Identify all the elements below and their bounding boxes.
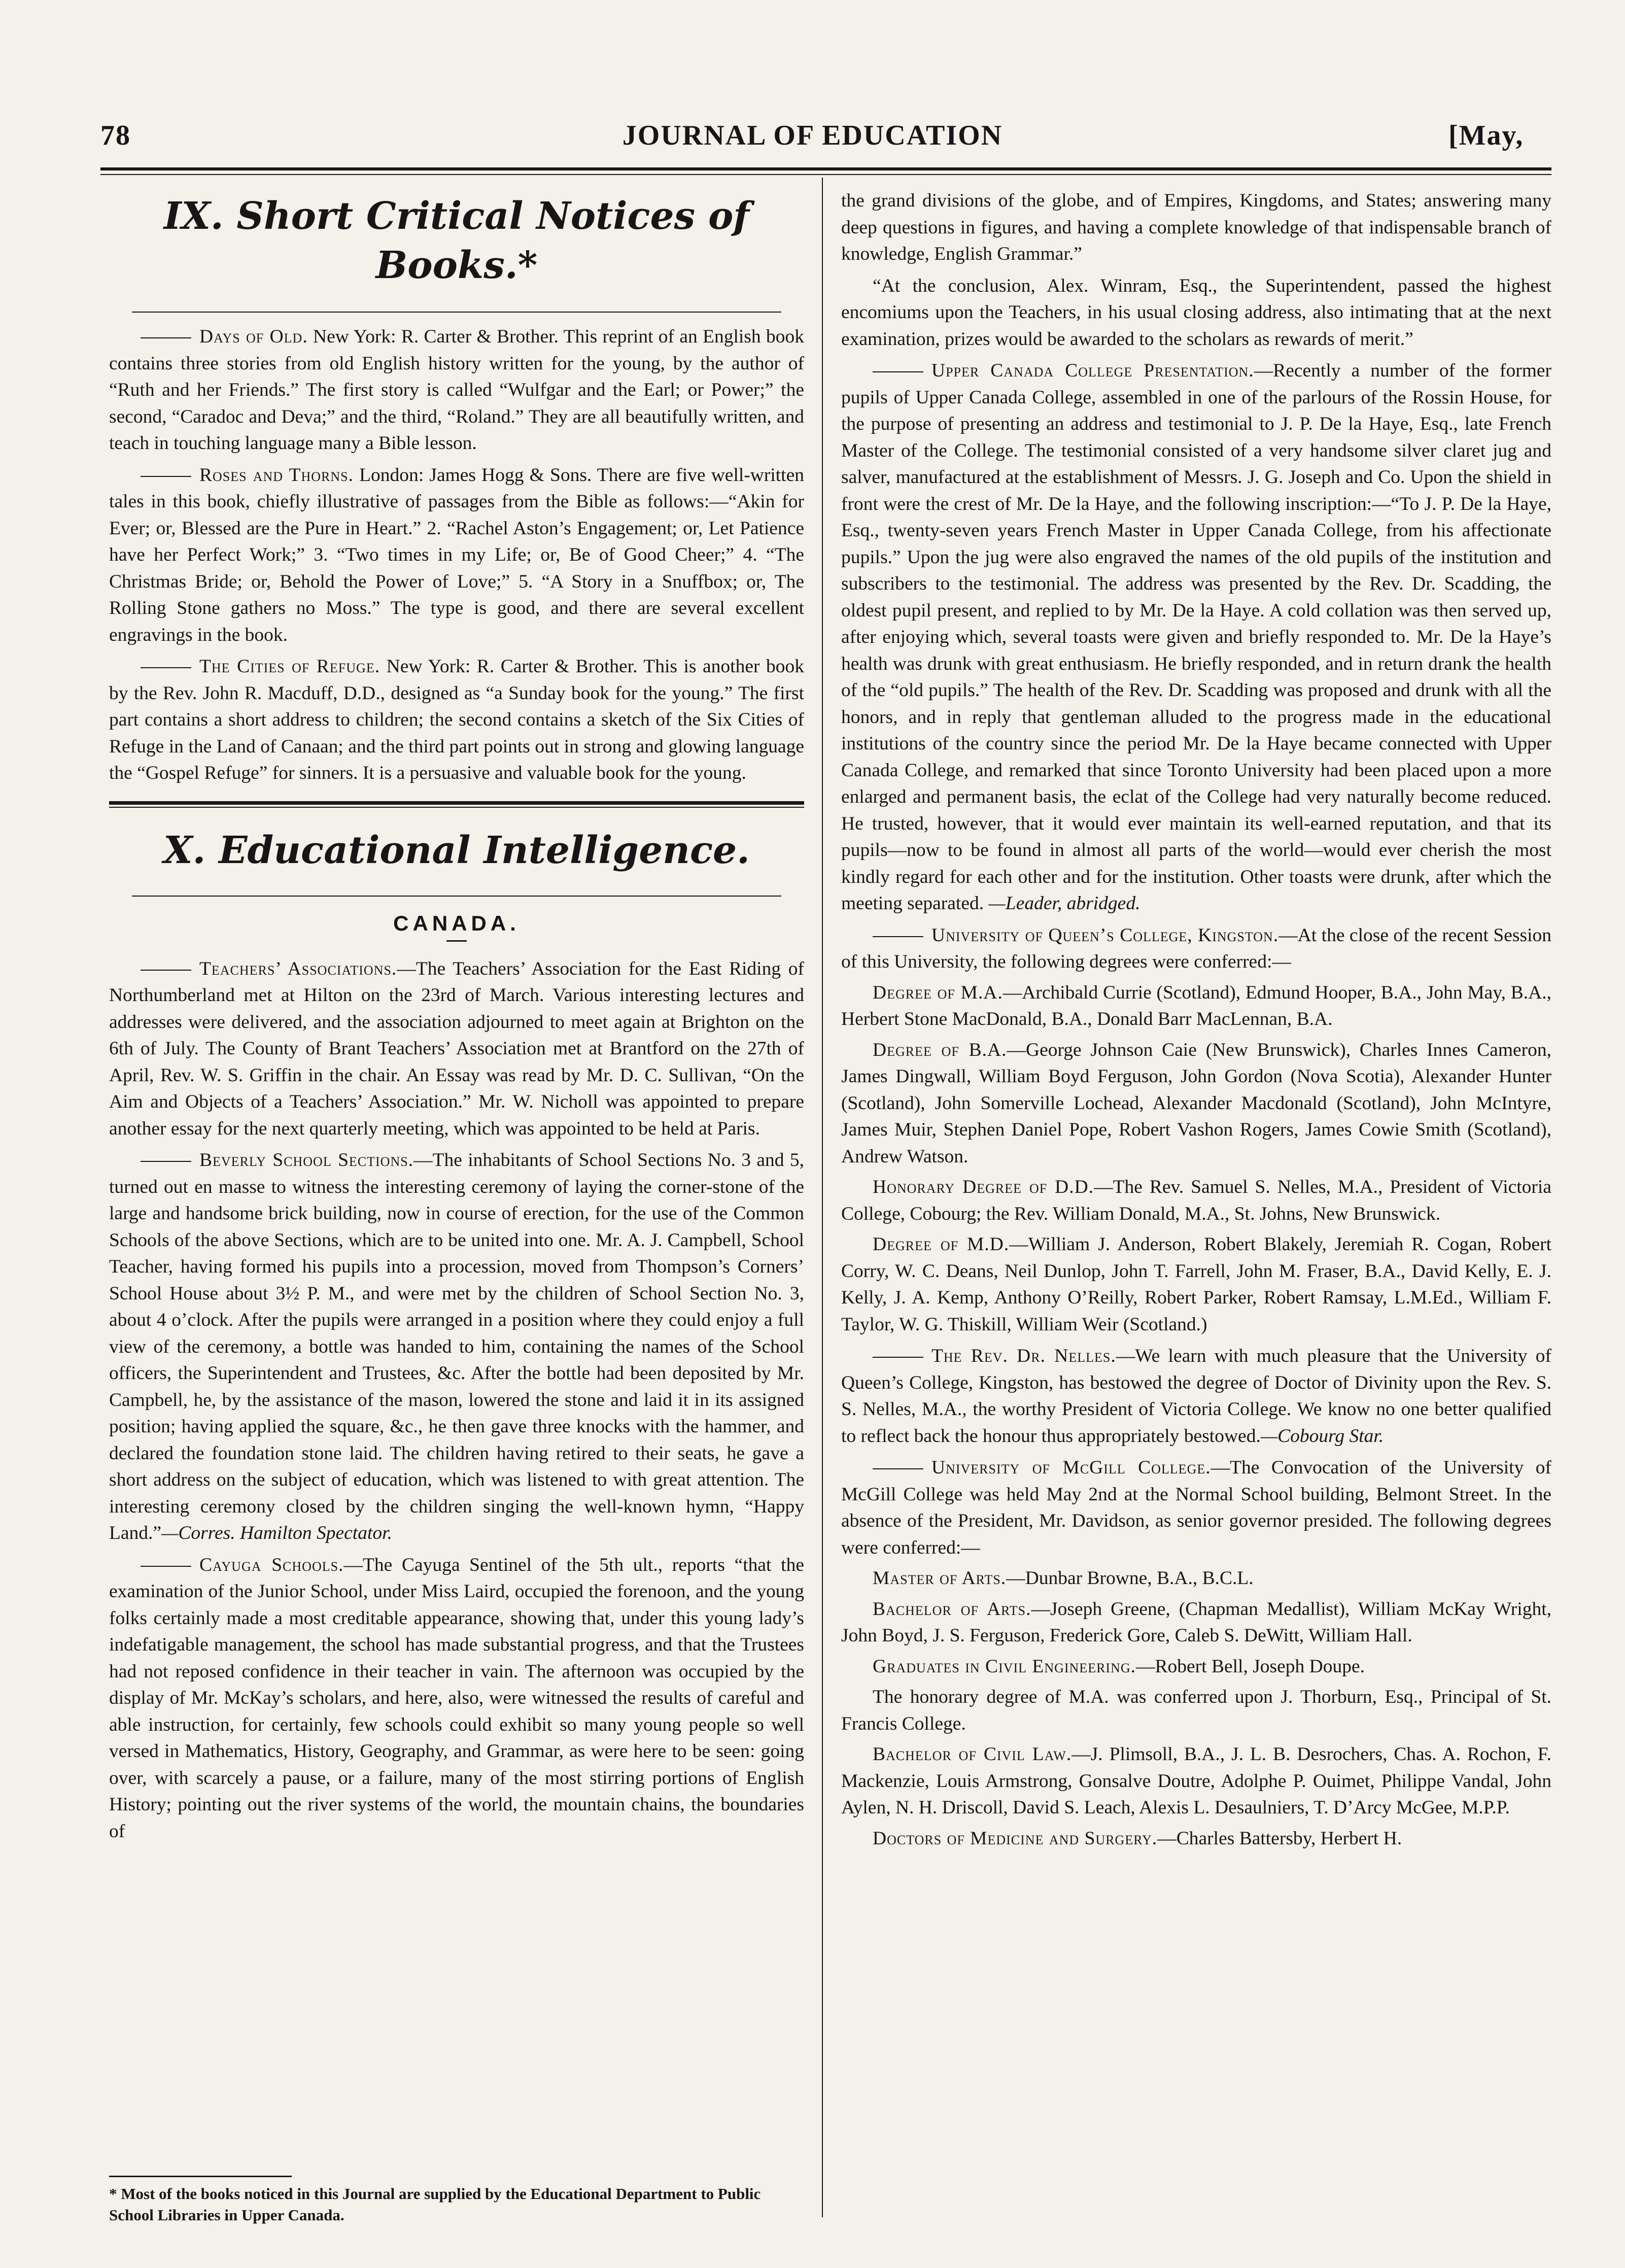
source-cobourg-star: —Cobourg Star.	[1260, 1425, 1384, 1447]
degree-ma: Degree of M.A.—Archibald Currie (Scotland), Edmund Hooper, B.A., John May, B.A., Herbert Stone MacDonald, B.A., Donald Barr MacLennan, B.A.	[841, 982, 1551, 1029]
degree-dd: Honorary Degree of D.D.—The Rev. Samuel S. Nelles, M.A., President of Victoria College, Cobourg; the Rev. William Donald, M.A., St. Johns, New Brunswick.	[841, 1177, 1551, 1224]
source-leader: —Leader, abridged.	[988, 893, 1140, 914]
header-rule-thin	[100, 174, 1551, 175]
section-x-rule	[132, 896, 781, 897]
cayuga-continued: the grand divisions of the globe, and of Empires, Kingdoms, and States; answering many deep questions in figures, and having a complete knowledge of that indispensable branch of knowledge, English Grammar.”	[841, 190, 1551, 264]
notice-days-of-old: Days of Old. New York: R. Carter & Brother. This reprint of an English book contains three stories from old English history written for the young, by the author of “Ruth and her Friends.” The first story is called “Wulfgar and the Earl; or Power;” the second, “Caradoc and Deva;” and the third, “Roland.” They are all beautifully written, and teach in touching language many a Bible lesson.	[109, 326, 804, 454]
right-column	[841, 188, 1551, 1852]
canada-underline	[446, 940, 467, 942]
cayuga-conclusion: “At the conclusion, Alex. Winram, Esq., the Superintendent, passed the highest encomiums upon the Teachers, in his usual closing address, also intimating that at the next examination, prizes would be awarded to the scholars as rewards of merit.”	[841, 275, 1551, 350]
degree-md: Degree of M.D.—William J. Anderson, Robert Blakely, Jeremiah R. Cogan, Robert Corry, W. C. Deans, Neil Dunlop, John T. Farrell, John M. Fraser, B.A., David Kelly, E. J. Kelly, J. A. Kemp, Anthony O’Reilly, Robert Parker, Robert Ramsay, L.M.Ed., William F. Taylor, W. G. Thiskill, William Weir (Scotland.)	[841, 1234, 1551, 1335]
degree-civil-engineering: Graduates in Civil Engineering.—Robert Bell, Joseph Doupe.	[873, 1656, 1365, 1677]
page-number: 78	[100, 120, 131, 151]
degree-ba: Degree of B.A.—George Johnson Caie (New Brunswick), Charles Innes Cameron, James Dingwall, William Boyd Ferguson, John Gordon (Nova Scotia), Alexander Hunter (Scotland), John Somerville Lochead, Alexander Macdonald (Scotland), John McIntyre, James Muir, Stephen Daniel Pope, Robert Vashon Rogers, James Cowie Smith (Scotland), Andrew Watson.	[841, 1039, 1551, 1167]
left-column	[109, 188, 804, 1845]
running-month: [May,	[1448, 120, 1524, 151]
item-queens-college: University of Queen’s College, Kingston.—At the close of the recent Session of this University, the following degrees were conferred:—	[841, 924, 1551, 972]
item-rev-dr-nelles: The Rev. Dr. Nelles.—We learn with much pleasure that the University of Queen’s College, Kingston, has bestowed the degree of Doctor of Divinity upon the Rev. S. S. Nelles, M.A., the worthy President of Victoria College. We know no one better qualified to reflect back the honour thus appropriately bestowed.—Cobourg Star.	[841, 1346, 1551, 1447]
footnote-rule	[109, 2176, 292, 2177]
item-upper-canada-college: Upper Canada College Presentation.—Recently a number of the former pupils of Upper Canada College, assembled in one of the parlours of the Rossin House, for the purpose of presenting an address and testimonial to J. P. De la Haye, Esq., late French Master of the College. The testimonial consisted of a very handsome silver claret jug and salver, manufactured at the establishment of Messrs. J. G. Joseph and Co. Upon the shield in front were the crest of Mr. De la Haye, and the following inscription:—“To J. P. De la Haye, Esq., twenty-seven years French Master in Upper Canada College, from his affectionate pupils.” Upon the jug were also engraved the names of the old pupils of the institution and subscribers to the testimonial. The address was presented by the Rev. Dr. Scadding, the oldest pupil present, and replied to by Mr. De la Haye. A cold collation was then served up, after enjoying which, several toasts were given and briefly responded to. Mr. De la Haye’s health was drunk with great enthusiasm. He briefly responded, and in return drank the health of the “old pupils.” The health of the Rev. Dr. Scadding was proposed and drunk with all the honors, and in reply that gentleman alluded to the progress made in the educational institutions of the country since the period Mr. De la Haye became connected with Upper Canada College, and remarked that since Toronto University had been placed upon a more enlarged and permanent basis, the eclat of the College had very naturally become reduced. He trusted, however, that it would ever maintain its well-earned reputation, and that its pupils—now to be found in almost all parts of the world—would ever cherish the most kindly regard for each other and for the institution. Other toasts were drunk, after which the meeting separated. —Leader, abridged.	[841, 360, 1551, 914]
section-x-top-rule	[109, 801, 804, 808]
honorary-ma: The honorary degree of M.A. was conferred upon J. Thorburn, Esq., Principal of St. Francis College.	[841, 1687, 1551, 1734]
column-divider	[822, 178, 823, 2217]
notice-cities-of-refuge: The Cities of Refuge. New York: R. Carter & Brother. This is another book by the Rev. John R. Macduff, D.D., designed as “a Sunday book for the young.” The first part contains a short address to children; the second contains a sketch of the Six Cities of Refuge in the Land of Canaan; and the third part points out in strong and glowing language the “Gospel Refuge” for sinners. It is a persuasive and valuable book for the young.	[109, 656, 804, 783]
item-teachers-associations: Teachers’ Associations.—The Teachers’ Association for the East Riding of Northumberland met at Hilton on the 23rd of March. Various interesting lectures and addresses were delivered, and the association adjourned to meet again at Brighton on the 6th of July. The County of Brant Teachers’ Association met at Brantford on the 27th of April, Rev. W. S. Griffin in the chair. An Essay was read by Mr. D. C. Sullivan, “On the Aim and Objects of a Teachers’ Association.” Mr. W. Nicholl was appointed to prepare another essay for the next quarterly meeting, which was appointed to be held at Paris.	[109, 958, 804, 1139]
degree-medicine-surgery: Doctors of Medicine and Surgery.—Charles Battersby, Herbert H.	[873, 1828, 1402, 1849]
notice-roses-and-thorns: Roses and Thorns. London: James Hogg & Sons. There are five well-written tales in this book, chiefly illustrative of passages from the Bible as follows:—“Akin for Ever; or, Blessed are the Pure in Heart.” 2. “Rachel Aston’s Engagement; or, Let Patience have her Perfect Work;” 3. “Two times in my Life; or, Be of Good Cheer;” 4. “The Christmas Bride; or, Behold the Power of Love;” 5. “A Story in a Snuffbox; or, The Rolling Stone gathers no Moss.” The type is good, and there are several excellent engravings in the book.	[109, 464, 804, 645]
header-rule-thick	[100, 167, 1551, 170]
footnote: * Most of the books noticed in this Journal are supplied by the Educational Department to Public School Libraries in Upper Canada.	[109, 2176, 804, 2226]
degree-bachelor-of-arts: Bachelor of Arts.—Joseph Greene, (Chapman Medallist), William McKay Wright, John Boyd, J. S. Ferguson, Frederick Gore, Caleb S. DeWitt, William Hall.	[841, 1598, 1551, 1646]
section-x-title: X. Educational Intelligence.	[163, 828, 750, 872]
running-title: JOURNAL OF EDUCATION	[622, 120, 1003, 151]
canada-heading: CANADA.	[393, 911, 520, 935]
degree-master-of-arts: Master of Arts.—Dunbar Browne, B.A., B.C.L.	[873, 1568, 1254, 1589]
item-mcgill-college: University of McGill College.—The Convocation of the University of McGill College was held May 2nd at the Normal School building, Belmont Street. In the absence of the President, Mr. Davidson, as senior governor presided. The following degrees were conferred:—	[841, 1457, 1552, 1558]
item-beverly-school-sections: Beverly School Sections.—The inhabitants of School Sections No. 3 and 5, turned out en masse to witness the interesting ceremony of laying the corner-stone of the large and handsome brick building, now in course of erection, for the use of the Common Schools of the above Sections, which are to be united into one. Mr. A. J. Campbell, School Teacher, having formed his pupils into a procession, moved from Thompson’s Corners’ School House about 3½ P. M., and were met by the children of School Section No. 3, about 4 o’clock. After the pupils were arranged in a position where they could enjoy a full view of the ceremony, a bottle was handed to him, containing the names of the School officers, the Superintendent and Trustees, &c. After the bottle had been deposited by Mr. Campbell, he, by the assistance of the mason, lowered the stone and laid it in its assigned position; having applied the square, &c., he then gave three knocks with the hammer, and declared the foundation stone laid. The children having retired to their seats, he gave a short address on the subject of education, which was listened to with great attention. The interesting ceremony closed by the children singing the well-known hymn, “Happy Land.”—Corres. Hamilton Spectator.	[109, 1150, 804, 1543]
running-header	[0, 119, 1625, 165]
section-ix-rule	[132, 312, 781, 313]
source-hamilton-spectator: —Corres. Hamilton Spectator.	[161, 1523, 392, 1543]
item-cayuga-schools: Cayuga Schools.—The Cayuga Sentinel of the 5th ult., reports “that the examination of the Junior School, under Miss Laird, occupied the forenoon, and the young folks certainly made a most creditable appearance, showing that, under this young lady’s indefatigable management, the school has made substantial progress, and that the Trustees had not reposed confidence in their teacher in vain. The afternoon was occupied by the display of Mr. McKay’s scholars, and here, also, were witnessed the results of careful and able instruction, for certainly, few schools could exhibit so many young people so well versed in Mathematics, History, Geography, and Grammar, as were here to be seen: going over, with scarcely a pause, or a failure, many of the most stirring portions of English History; pointing out the river systems of the world, the mountain chains, the boundaries of	[109, 1554, 804, 1842]
degree-bachelor-civil-law: Bachelor of Civil Law.—J. Plimsoll, B.A., J. L. B. Desrochers, Chas. A. Rochon, F. Mackenzie, Louis Armstrong, Gonsalve Doutre, Adolphe P. Ouimet, Philippe Vandal, John Aylen, N. H. Driscoll, David S. Leach, Alexis L. Desaulniers, T. D’Arcy McGee, M.P.P.	[841, 1744, 1551, 1818]
section-ix-title: IX. Short Critical Notices of Books.*	[163, 194, 750, 287]
